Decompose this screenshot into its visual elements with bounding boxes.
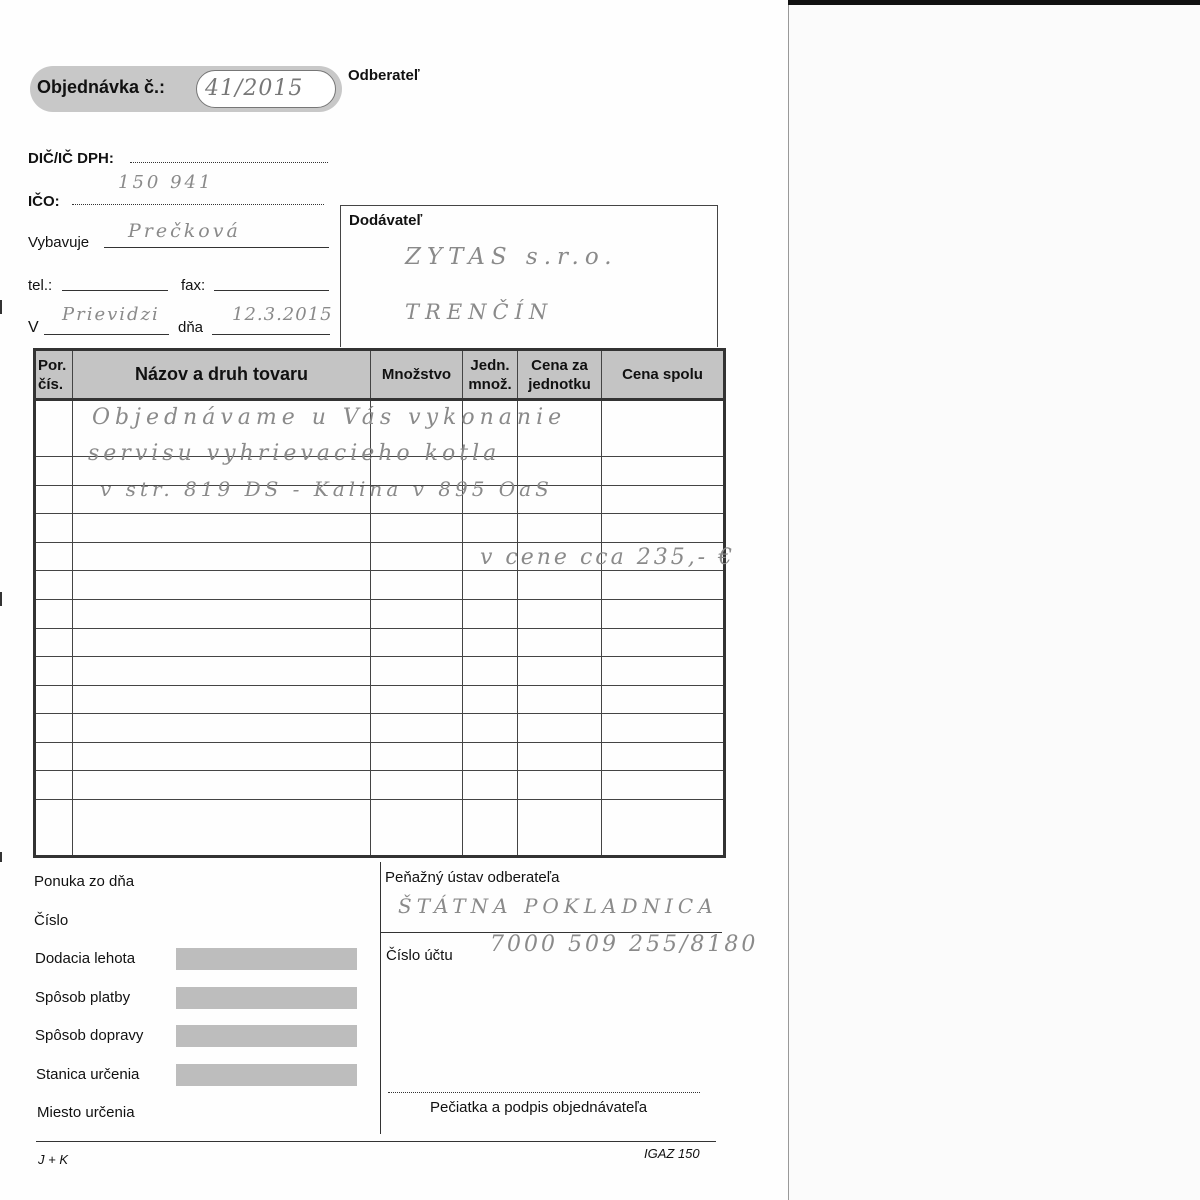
- order-number-label: Objednávka č.:: [37, 77, 166, 97]
- transport-method-label: Spôsob dopravy: [35, 1027, 144, 1044]
- bank-value: ŠTÁTNA POKLADNICA: [398, 894, 718, 918]
- ico-value: 150 941: [118, 172, 214, 193]
- number-label: Číslo: [34, 912, 69, 929]
- price-note: v cene cca 235,- €: [480, 545, 736, 570]
- col-header-unit: Jedn. množ.: [463, 350, 518, 400]
- delivery-term-field[interactable]: [176, 948, 357, 970]
- table-row: [35, 685, 725, 714]
- binding-mark: [0, 852, 2, 862]
- v-label: V: [28, 319, 39, 336]
- payment-method-field[interactable]: [176, 987, 357, 1009]
- tel-field[interactable]: [62, 290, 168, 291]
- transport-method-field[interactable]: [176, 1025, 357, 1047]
- table-row: [35, 571, 725, 600]
- scan-edge-top: [788, 0, 1200, 5]
- dna-value: 12.3.2015: [232, 304, 333, 325]
- col-header-qty: Množstvo: [371, 350, 463, 400]
- vybavuje-label: Vybavuje: [28, 234, 90, 251]
- table-row: [35, 742, 725, 771]
- destination-place-label: Miesto určenia: [37, 1104, 135, 1121]
- dic-field[interactable]: [130, 162, 328, 163]
- table-row: [35, 771, 725, 800]
- supplier-city: TRENČÍN: [405, 300, 554, 324]
- col-header-num: Por. čís.: [35, 350, 73, 400]
- payment-method-label: Spôsob platby: [35, 989, 131, 1006]
- table-row: [35, 514, 725, 543]
- dic-label: DIČ/IČ DPH:: [28, 150, 114, 167]
- account-label: Číslo účtu: [386, 947, 453, 964]
- signature-line[interactable]: [388, 1092, 700, 1093]
- bank-label: Peňažný ústav odberateľa: [385, 869, 560, 886]
- table-row: [35, 657, 725, 686]
- fax-field[interactable]: [214, 290, 329, 291]
- table-row: [35, 599, 725, 628]
- account-value: 7000 509 255/8180: [490, 932, 759, 957]
- vybavuje-value: Prečková: [128, 220, 241, 242]
- scan-page-edge: [788, 5, 789, 1200]
- ico-field[interactable]: [72, 204, 324, 205]
- delivery-term-label: Dodacia lehota: [35, 950, 136, 967]
- ico-label: IČO:: [28, 193, 60, 210]
- supplier-label: Dodávateľ: [349, 212, 423, 229]
- col-header-unit-price: Cena za jednotku: [518, 350, 602, 400]
- tel-label: tel.:: [28, 277, 53, 294]
- bottom-left-mark: J + K: [38, 1152, 68, 1167]
- dna-label: dňa: [178, 319, 204, 336]
- fax-label: fax:: [181, 277, 206, 294]
- table-row: [35, 714, 725, 743]
- destination-station-label: Stanica určenia: [36, 1066, 140, 1083]
- form-code: IGAZ 150: [644, 1146, 700, 1161]
- col-header-total: Cena spolu: [602, 350, 725, 400]
- binding-mark: [0, 592, 2, 606]
- item-line-3: v str. 819 DS - Kalina v 895 OaS: [100, 477, 553, 501]
- item-line-2: servisu vyhrievacieho kotla: [88, 441, 501, 466]
- supplier-name: ZYTAS s.r.o.: [405, 244, 618, 270]
- order-number-value: 41/2015: [205, 76, 304, 101]
- signature-label: Pečiatka a podpis objednávateľa: [430, 1099, 648, 1116]
- footer-divider: [380, 862, 381, 1134]
- destination-station-field[interactable]: [176, 1064, 357, 1086]
- col-header-name: Názov a druh tovaru: [73, 350, 371, 400]
- bottom-rule: [36, 1141, 716, 1142]
- vybavuje-field[interactable]: [104, 247, 329, 248]
- table-row: [35, 799, 725, 856]
- v-value: Prievidzi: [62, 304, 160, 325]
- v-field[interactable]: [44, 334, 169, 335]
- offer-date-label: Ponuka zo dňa: [34, 873, 135, 890]
- binding-mark: [0, 300, 2, 314]
- table-row: [35, 628, 725, 657]
- buyer-label: Odberateľ: [348, 67, 420, 84]
- dna-field[interactable]: [212, 334, 330, 335]
- item-line-1: Objednávame u Vás vykonanie: [92, 405, 567, 430]
